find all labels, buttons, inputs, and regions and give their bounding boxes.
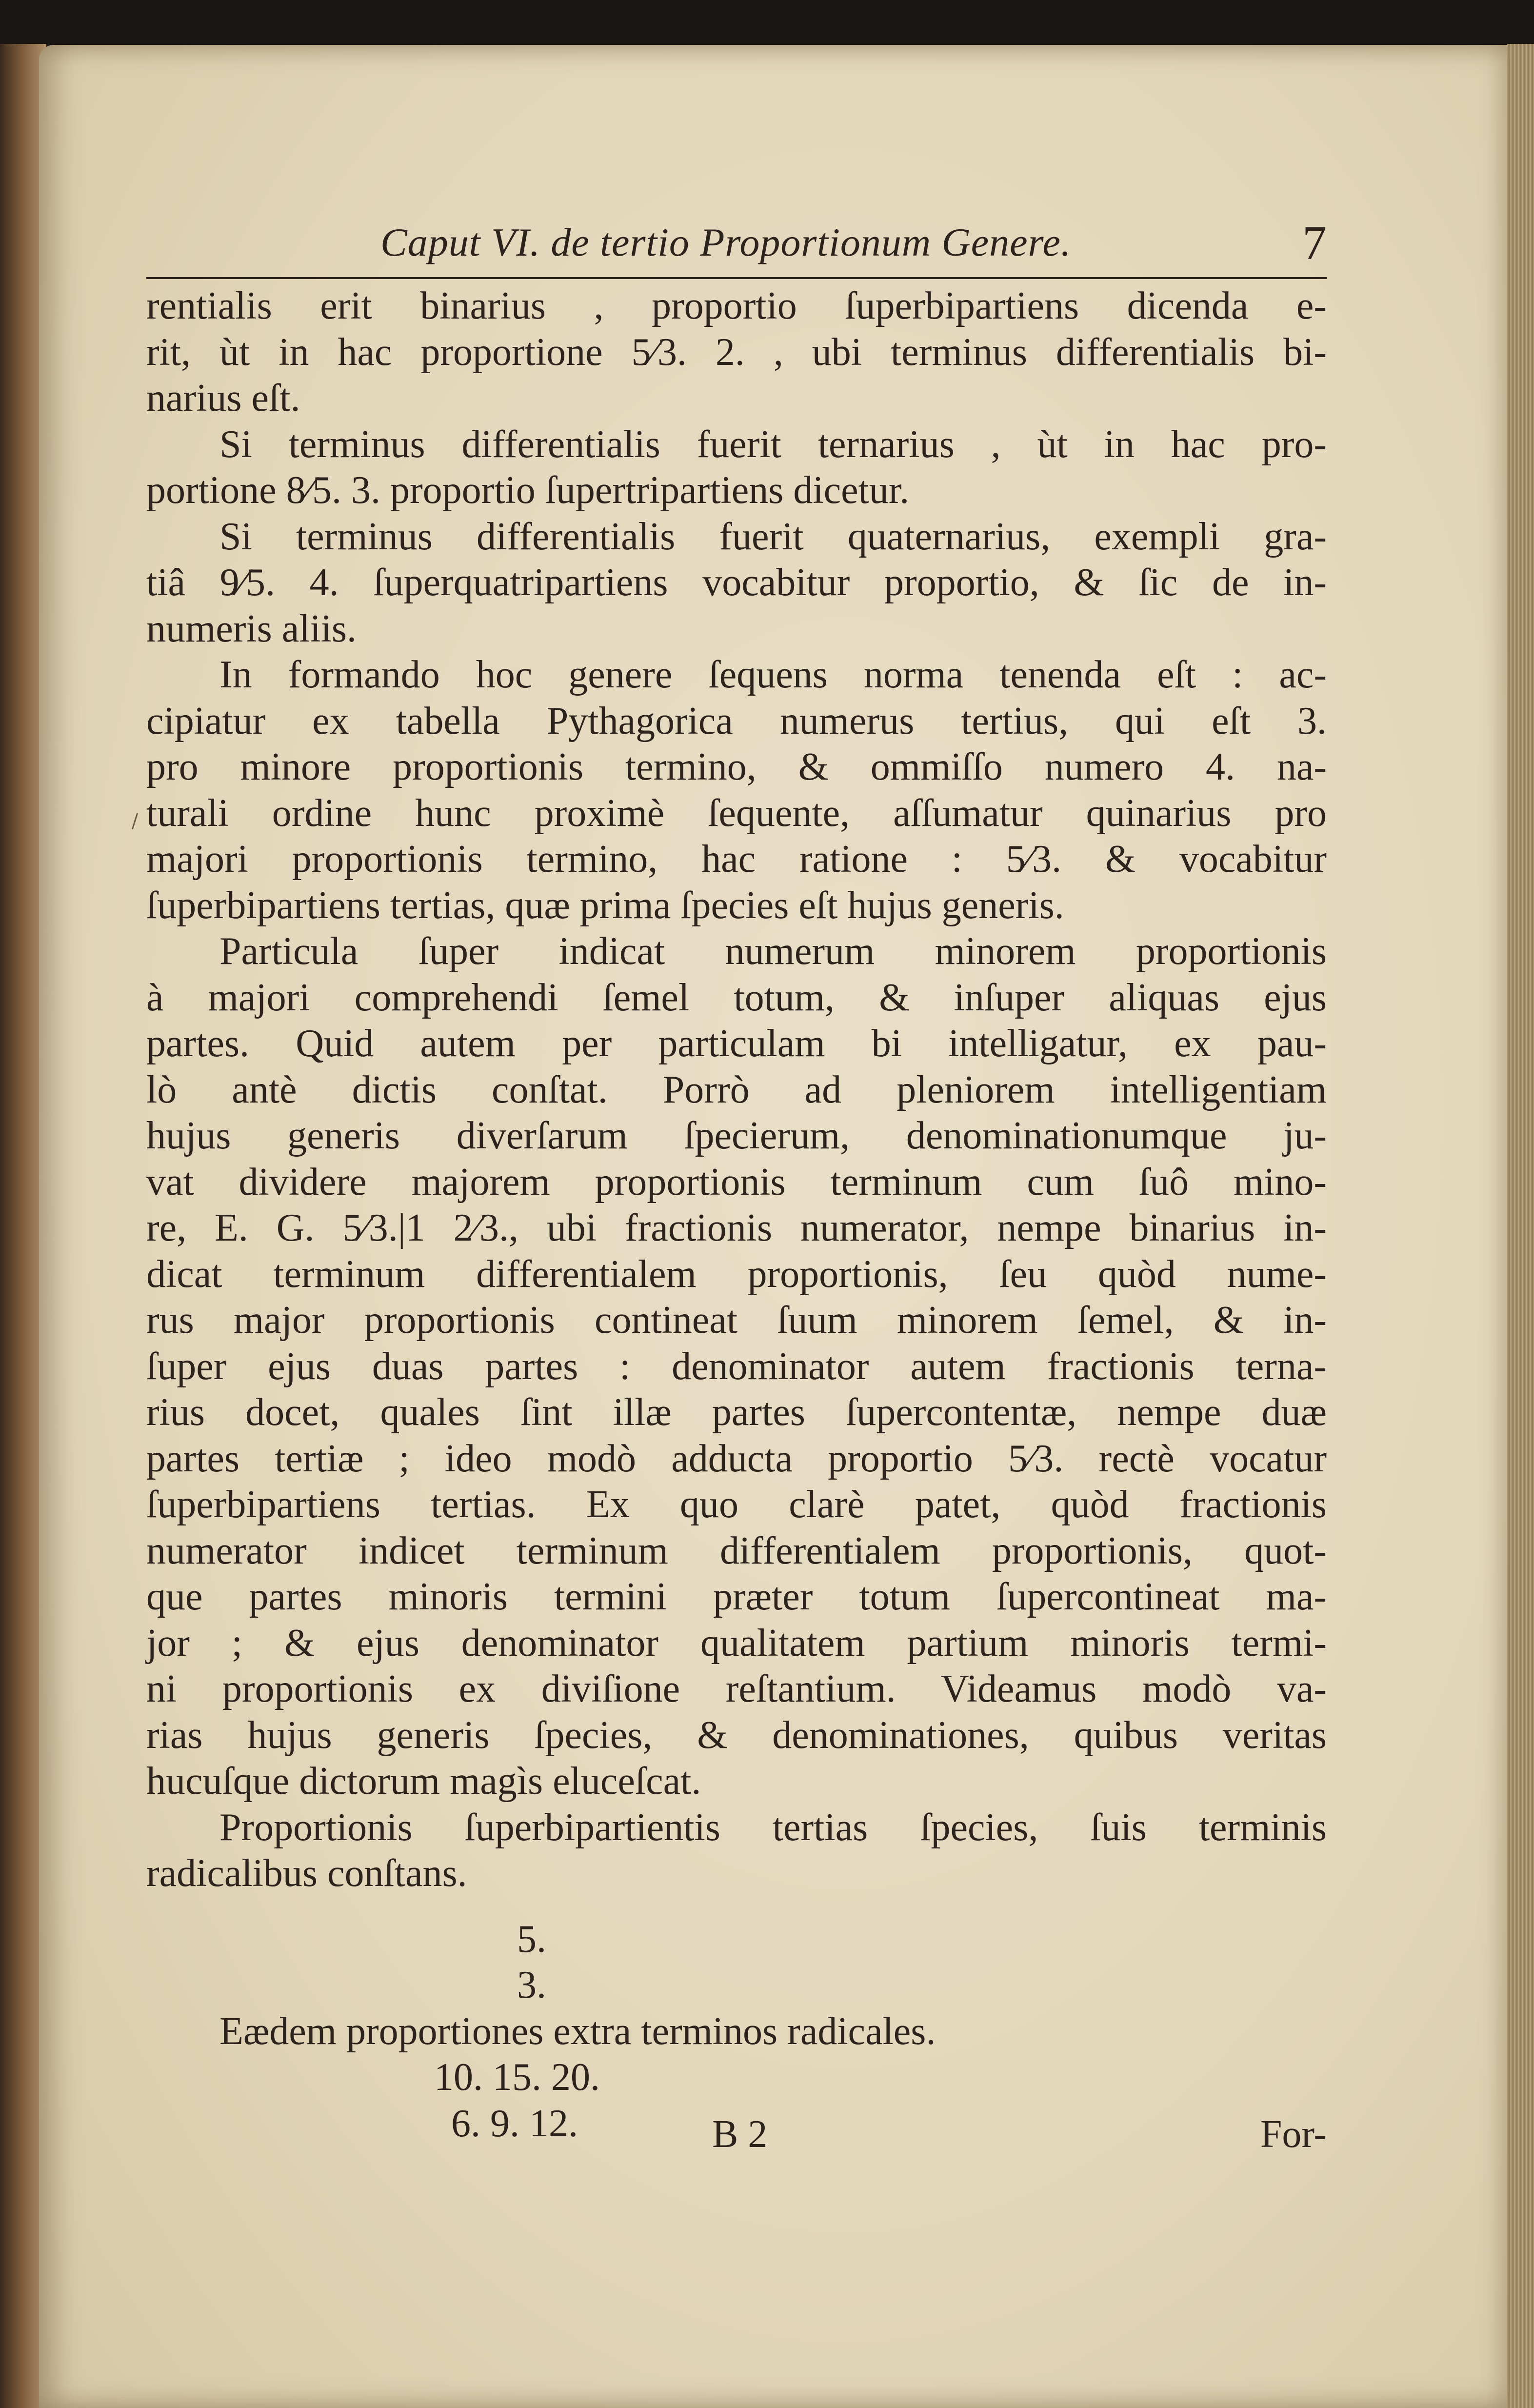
text-line: Particula ſuper indicat numerum minorem proportionis xyxy=(219,930,1327,973)
text-line: portione 8⁄5. 3. proportio ſupertripartiens dicetur. xyxy=(146,469,910,512)
text-line: turali ordine hunc proximè ſequente, aſſumatur quinarius pro xyxy=(146,791,1327,835)
text-line: radicalibus conſtans. xyxy=(146,1852,467,1895)
header-rule xyxy=(146,277,1327,279)
running-head-title: Caput VI. de tertio Proportionum Genere. xyxy=(380,220,1072,264)
text-line: partes tertiæ ; ideo modò adducta proportio 5⁄3. rectè vocatur xyxy=(146,1437,1327,1480)
extra-row-numerators: 10. 15. 20. xyxy=(434,2056,600,2099)
text-line: Si terminus differentialis fuerit quaternarius, exempli gra- xyxy=(219,515,1327,558)
catchword: For- xyxy=(1260,2113,1327,2156)
text-line: cipiatur ex tabella Pythagorica numerus tertius, qui eſt 3. xyxy=(146,699,1327,742)
text-line: à majori comprehendi ſemel totum, & inſuper aliquas ejus xyxy=(146,976,1327,1019)
page-edge xyxy=(1507,44,1534,2408)
text-line: numerator indicet terminum differentialem proportionis, quot- xyxy=(146,1529,1327,1572)
text-line: hucuſque dictorum magìs eluceſcat. xyxy=(146,1760,701,1803)
page-number: 7 xyxy=(1302,216,1327,270)
text-line: Proportionis ſuperbipartientis tertias ſpecies, ſuis terminis xyxy=(219,1806,1327,1849)
text-line: ſuperbipartiens tertias, quæ prima ſpecies eſt hujus generis. xyxy=(146,883,1064,927)
text-line: numeris aliis. xyxy=(146,607,357,650)
text-line: rus major proportionis contineat ſuum minorem ſemel, & in- xyxy=(146,1299,1327,1342)
text-line: ſuperbipartiens tertias. Ex quo clarè patet, quòd fractionis xyxy=(146,1483,1327,1526)
text-line: rius docet, quales ſint illæ partes ſupercontentæ, nempe duæ xyxy=(146,1391,1327,1434)
radical-denominator: 3. xyxy=(517,1964,546,2007)
text-line: rentialis erit binarius , proportio ſuperbipartiens dicenda e- xyxy=(146,284,1327,327)
extra-row-denominators: 6. 9. 12. xyxy=(451,2102,578,2145)
text-line: rias hujus generis ſpecies, & denominationes, quibus veritas xyxy=(146,1713,1327,1757)
text-line: dicat terminum differentialem proportionis, ſeu quòd nume- xyxy=(146,1252,1327,1296)
text-line: lò antè dictis conſtat. Porrò ad pleniorem intelligentiam xyxy=(146,1068,1327,1111)
text-line: ni proportionis ex diviſione reſtantium. Videamus modò va- xyxy=(146,1667,1327,1710)
text-line: que partes minoris termini præter totum ſupercontineat ma- xyxy=(146,1575,1327,1618)
page-footer xyxy=(146,2112,1327,2166)
margin-tick: \ xyxy=(126,810,144,832)
text-line: jor ; & ejus denominator qualitatem partium minoris termi- xyxy=(146,1621,1327,1665)
text-line: hujus generis diverſarum ſpecierum, denominationumque ju- xyxy=(146,1114,1327,1157)
text-line: Si terminus differentialis fuerit ternarius , ùt in hac pro- xyxy=(219,422,1327,466)
text-line: tiâ 9⁄5. 4. ſuperquatripartiens vocabitur proportio, & ſic de in- xyxy=(146,561,1327,604)
text-line: ſuper ejus duas partes : denominator autem fractionis terna- xyxy=(146,1344,1327,1388)
radical-numerator: 5. xyxy=(517,1917,546,1961)
signature-mark: B 2 xyxy=(712,2113,768,2156)
text-line: partes. Quid autem per particulam bi intelligatur, ex pau- xyxy=(146,1022,1327,1065)
text-line: rit, ùt in hac proportione 5⁄3. 2. , ubi terminus differentialis bi- xyxy=(146,330,1327,374)
running-head xyxy=(146,210,1327,283)
text-line: pro minore proportionis termino, & ommiſſo numero 4. na- xyxy=(146,745,1327,788)
page-content xyxy=(146,210,1327,2166)
text-line: re, E. G. 5⁄3.|1 2⁄3., ubi fractionis numerator, nempe binarius in- xyxy=(146,1206,1327,1249)
body-text xyxy=(146,283,1327,1897)
text-line: vat dividere majorem proportionis terminum cum ſuô mino- xyxy=(146,1160,1327,1204)
text-line: majori proportionis termino, hac ratione : 5⁄3. & vocabitur xyxy=(146,838,1327,881)
text-line: narius eſt. xyxy=(146,377,300,420)
extra-heading: Eædem proportiones extra terminos radicales. xyxy=(219,2009,936,2053)
text-line: In formando hoc genere ſequens norma tenenda eſt : ac- xyxy=(219,653,1327,696)
